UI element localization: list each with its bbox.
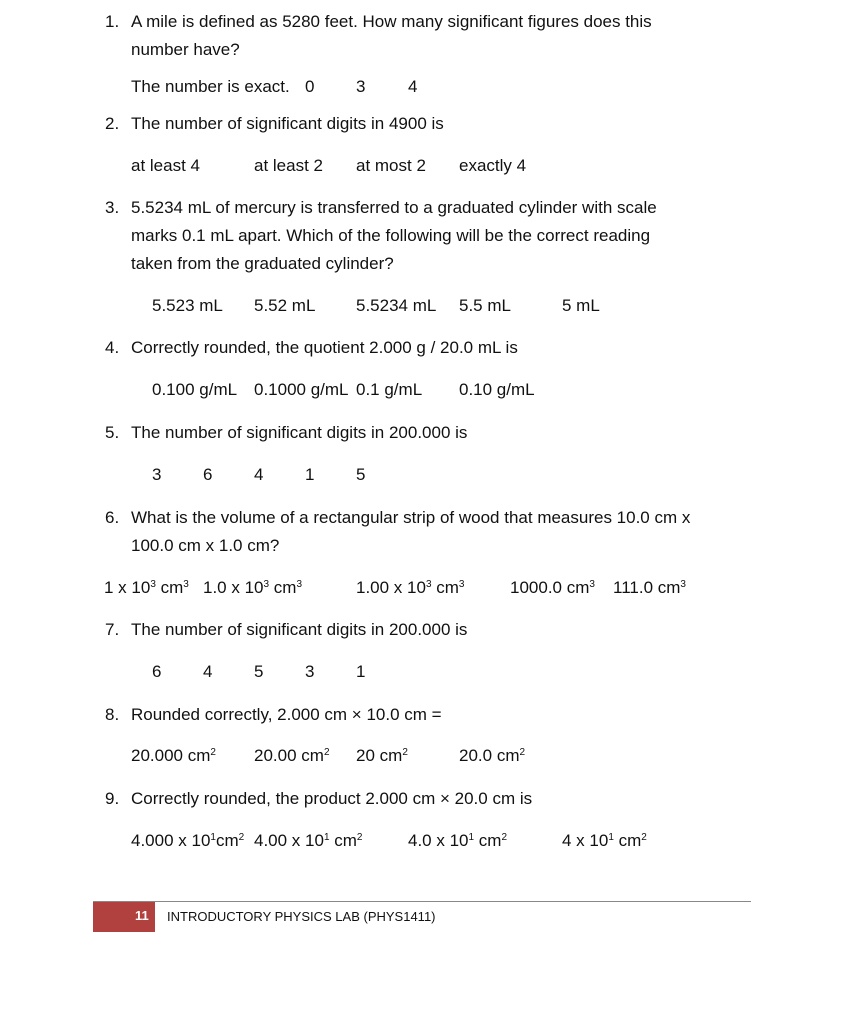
answer-option: 3: [305, 662, 315, 681]
question-text: The number of significant digits in 200.000 is: [131, 423, 468, 442]
answer-option: 1.0 x $10^3$ $cm^3$: [203, 578, 303, 597]
answer-option: 0: [305, 77, 315, 96]
answer-option: 4: [203, 662, 213, 681]
footer-divider: [93, 901, 751, 902]
question-text: marks 0.1 mL apart. Which of the following will be the correct reading: [131, 226, 651, 245]
answer-option: 20.00 $cm^2$: [254, 746, 330, 765]
answer-option: 5.5 mL: [459, 296, 511, 315]
answer-option: 0.1000 g/mL: [254, 380, 349, 399]
question-number: 4.: [105, 338, 120, 357]
question-number: 8.: [105, 705, 120, 724]
answer-option: at least 2: [254, 156, 323, 175]
question-text: 100.0 cm x 1.0 cm?: [131, 536, 280, 555]
answer-option: at least 4: [131, 156, 200, 175]
answer-option: 4: [408, 77, 418, 96]
question-text: taken from the graduated cylinder?: [131, 254, 394, 273]
answer-option: 111.0 $cm^3$: [613, 578, 686, 597]
answer-option: 0.1 g/mL: [356, 380, 423, 399]
question-text: The number of significant digits in 4900 is: [131, 114, 444, 133]
answer-option: 20.0 $cm^2$: [459, 746, 526, 765]
answer-option: 5: [254, 662, 264, 681]
question-text: A mile is defined as 5280 feet. How many significant figures does this: [131, 12, 652, 31]
footer-title: INTRODUCTORY PHYSICS LAB (PHYS1411): [167, 909, 436, 924]
answer-option: 6: [152, 662, 162, 681]
answer-option: 1000.0 $cm^3$: [510, 578, 595, 597]
answer-option: 5.523 mL: [152, 296, 223, 315]
answer-option: 20.000 $cm^2$: [131, 746, 216, 765]
page-number: 11: [135, 908, 149, 923]
answer-option: 0.10 g/mL: [459, 380, 535, 399]
answer-option: 5.5234 mL: [356, 296, 437, 315]
answer-option: 4 x $10^1$ $cm^2$: [562, 831, 647, 850]
answer-option: 4.00 x $10^1$ $cm^2$: [254, 831, 363, 850]
answer-option: 3: [152, 465, 162, 484]
question-number: 7.: [105, 620, 120, 639]
question-number: 9.: [105, 789, 120, 808]
answer-option: 1.00 x $10^3$ $cm^3$: [356, 578, 465, 597]
answer-option: 5: [356, 465, 366, 484]
answer-option: exactly 4: [459, 156, 527, 175]
answer-option: 1: [356, 662, 366, 681]
question-number: 2.: [105, 114, 120, 133]
answer-option: 6: [203, 465, 213, 484]
question-text: Rounded correctly, 2.000 cm × 10.0 cm =: [131, 705, 442, 724]
answer-option: 20 $cm^2$: [356, 746, 408, 765]
answer-option: 4: [254, 465, 264, 484]
question-text: The number of significant digits in 200.000 is: [131, 620, 468, 639]
answer-option: 1: [305, 465, 315, 484]
answer-option: 4.0 x $10^1$ $cm^2$: [408, 831, 508, 850]
answer-option: 3: [356, 77, 366, 96]
question-number: 3.: [105, 198, 120, 217]
question-number: 1.: [105, 12, 120, 31]
question-number: 5.: [105, 423, 120, 442]
question-text: number have?: [131, 40, 240, 59]
answer-option: 1 x $10^3$ $cm^3$: [104, 578, 189, 597]
question-number: 6.: [105, 508, 120, 527]
answer-option: 5 mL: [562, 296, 600, 315]
answer-option: at most 2: [356, 156, 426, 175]
question-text: Correctly rounded, the product 2.000 cm × 20.0 cm is: [131, 789, 533, 808]
answer-option: 0.100 g/mL: [152, 380, 238, 399]
answer-option: 4.000 x $10^1cm^2$: [131, 831, 245, 850]
answer-option: The number is exact.: [131, 77, 290, 96]
question-text: What is the volume of a rectangular strip of wood that measures 10.0 cm x: [131, 508, 691, 527]
question-text: 5.5234 mL of mercury is transferred to a graduated cylinder with scale: [131, 198, 657, 217]
answer-option: 5.52 mL: [254, 296, 316, 315]
question-text: Correctly rounded, the quotient 2.000 g / 20.0 mL is: [131, 338, 518, 357]
